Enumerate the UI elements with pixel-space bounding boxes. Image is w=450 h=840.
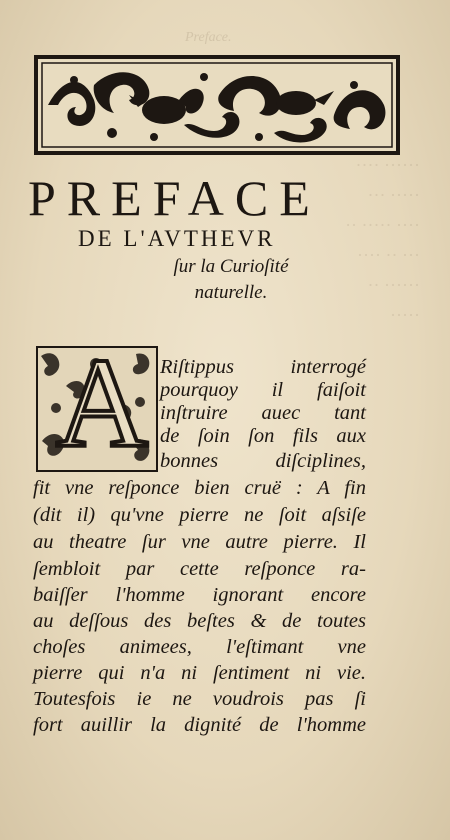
body-line: au theatre ſur vne autre pierre. Il: [33, 531, 366, 553]
page-title: PREFACE: [28, 170, 321, 226]
title-byline: DE L'AVTHEVR: [78, 226, 276, 251]
body-line: pourquoy il faiſoit: [160, 379, 366, 401]
subtitle-line-2: naturelle.: [194, 282, 268, 303]
body-line: de ſoin ſon fils aux: [160, 425, 366, 447]
initial-letter: A: [55, 332, 149, 474]
body-line: fit vne reſponce bien cruë : A fin: [33, 477, 366, 499]
body-line: bonnes diſciplines,: [160, 450, 366, 472]
body-line: Riſtippus interrogé: [160, 356, 366, 378]
body-line: inſtruire auec tant: [160, 402, 366, 424]
body-line: ſembloit par cette reſponce ra-: [33, 558, 366, 580]
subtitle-line-1: ſur la Curioſité: [173, 256, 289, 277]
reverse-bleed-through: Preface.: [185, 30, 232, 45]
body-line: (dit il) qu'vne pierre ne ſoit aſsiſe: [33, 504, 366, 526]
floral-bird-ornament-icon: [34, 55, 400, 155]
body-line: pierre qui n'a ni ſentiment ni vie.: [33, 662, 366, 684]
body-line: fort auillir la dignité de l'homme: [33, 714, 366, 736]
reverse-bleed-text: ···· ······ ··· ····· ·· ····· ···· ···· ·· ··· ·· ······ ·····: [345, 155, 420, 325]
body-line: baiſſer l'homme ignorant encore: [33, 584, 366, 606]
body-line: choſes animees, l'eſtimant vne: [33, 636, 366, 658]
body-line: au deſſous des beſtes & de toutes: [33, 610, 366, 632]
body-line: Toutesfois ie ne voudrois pas ſi: [33, 688, 366, 710]
